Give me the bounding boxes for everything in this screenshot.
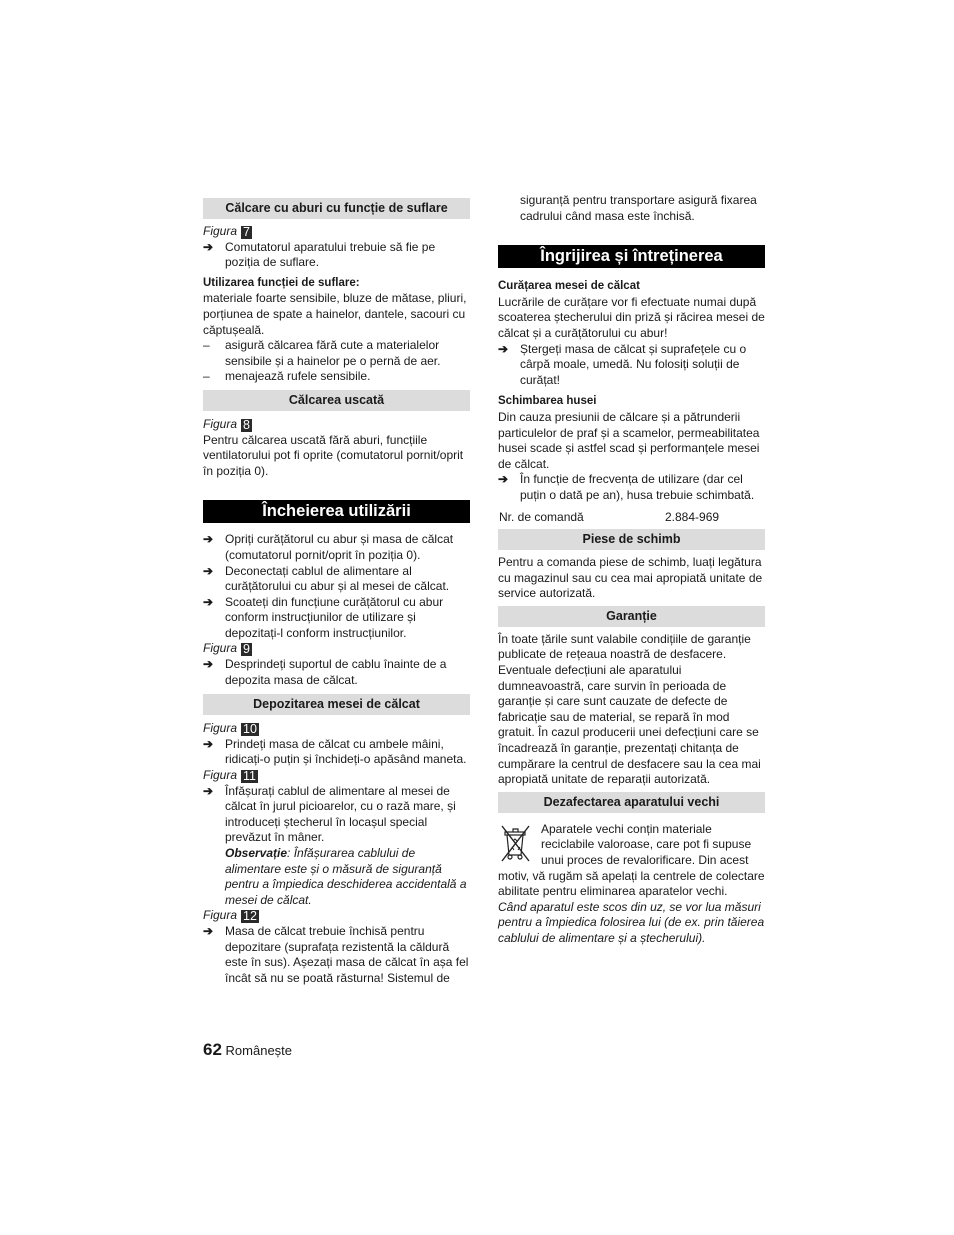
figure-ref: Figura 11 [203,768,256,784]
order-number-value: 2.884-969 [665,509,720,524]
paragraph: Pentru călcarea uscată fără aburi, funcțiile ventilatorului pot fi oprite (comutatorul pornit/oprit în poziția 0). [203,432,464,478]
figure-number: 7 [243,225,250,239]
section-title-spare-parts: Piese de schimb [498,529,765,550]
arrow-icon: ➔ [203,783,214,798]
right-column [498,0,765,947]
section-title-steam-ironing: Călcare cu aburi cu funcție de suflare [203,198,470,219]
figure-number: 10 [243,722,257,737]
page-number: 62 [203,1040,222,1059]
left-column [203,0,470,986]
figure-ref: Figura 7 [203,224,250,239]
bullet-item: ➔ În funcție de frecvența de utilizare (dar cel puțin o dată pe an), husa trebuie schimbată. [498,472,755,502]
figure-number: 11 [243,769,256,784]
figure-number: 8 [243,417,250,432]
figure-number: 12 [243,909,257,924]
bullet-item: ➔ Prindeți masa de călcat cu ambele mâini, ridicați-o puțin și închideți-o apăsând maneta. [203,736,467,767]
bullet-item: ➔ Desprindeți suportul de cablu înainte de a depozita masa de călcat. [203,657,447,687]
subheading-cover-change: Schimbarea husei [498,395,597,408]
arrow-icon: ➔ [203,923,214,938]
bullet-item: ➔ Scoateți din funcțiune curățătorul cu abur conform instrucțiunilor de utilizare și depozitați-l conform instrucțiunilor. [203,594,444,640]
dash-item: – menajează rufele sensibile. [203,369,371,384]
paragraph: Lucrările de curățare vor fi efectuate numai după scoaterea ștecherului din priză și răcirea mesei de călcat și a curățătorului cu abur! [498,294,765,340]
arrow-icon: ➔ [498,341,509,356]
figure-number: 9 [243,642,250,657]
subheading-blowing-function: Utilizarea funcției de suflare: [203,276,360,289]
section-title-disposal: Dezafectarea aparatului vechi [498,792,765,813]
paragraph: materiale foarte sensibile, bluze de mătase, pliuri, porțiunea de spate a hainelor, dantele, sacouri cu căptușeală. [203,291,467,337]
figure-ref: Figura 9 [203,641,250,657]
figure-ref: Figura 12 [203,908,257,924]
crossed-out-wheelie-bin-icon [499,823,533,863]
paragraph: Din cauza presiunii de călcare și a pătrunderii particulelor de praf și a scamelor, permeabilitatea husei scade și astfel scad și performanțele mesei de călcat. [498,409,760,471]
figure-ref: Figura 10 [203,721,257,737]
section-title-storage: Depozitarea mesei de călcat [203,694,470,715]
figure-ref: Figura 8 [203,416,250,432]
language-label: Românește [225,1043,293,1058]
paragraph-italic: Când aparatul este scos din uz, se vor lua măsuri pentru a împiedica folosirea lui (de ex. prin tăierea cablului de alimentare și a ștecherului). [498,899,765,945]
arrow-icon: ➔ [203,657,214,672]
paragraph: Aparatele vechi conțin materiale reciclabile valoroase, care pot fi supuse unui proces de revalorificare. Din acest motiv, vă rugăm să apelați la centrele de colectare abilitate pentru eliminarea aparatelor vechi. [498,821,765,899]
bullet-item: ➔ Ștergeți masa de călcat și suprafețele cu o cârpă moale, umedă. Nu folosiți soluții de curățat! [498,341,747,387]
note: Observație: Înfășurarea cablului de alimentare este și o măsură de siguranță pentru a împiedica deschiderea accidentală a mesei de călcat. [225,846,467,907]
arrow-icon: ➔ [203,532,214,547]
note-label: Observație [225,846,288,860]
bullet-item: ➔ Comutatorul aparatului trebuie să fie pe poziția de suflare. [203,239,436,270]
arrow-icon: ➔ [498,472,509,487]
arrow-icon: ➔ [203,563,214,578]
chapter-title-end-of-use: Încheierea utilizării [203,500,470,523]
bullet-item: ➔ Deconectați cablul de alimentare al curățătorului cu abur și al mesei de călcat. [203,563,450,594]
paragraph-continued: siguranță pentru transportare asigură fixarea cadrului când masa este închisă. [520,193,757,223]
arrow-icon: ➔ [203,736,214,751]
page-footer [203,1040,292,1060]
bullet-item: ➔ Masa de călcat trebuie închisă pentru depozitare (suprafața rezistentă la căldură este în sus). Așezați masa de călcat în așa fel încât să nu se poată răsturna! Sistemul de [203,923,469,985]
section-title-warranty: Garanție [498,606,765,627]
order-number-label: Nr. de comandă [499,509,584,524]
order-number-row [498,510,765,526]
paragraph: Pentru a comanda piese de schimb, luați legătura cu magazinul sau cu cea mai apropiată unitate de service autorizată. [498,555,763,601]
arrow-icon: ➔ [203,594,214,609]
bullet-item: ➔ Înfășurați cablul de alimentare al mesei de călcat în jurul picioarelor, cu o rază mare, și introduceți ștecherul în locașul special prevăzut în mâner. [203,783,456,845]
section-title-dry-ironing: Călcarea uscată [203,390,470,411]
subheading-cleaning: Curățarea mesei de călcat [498,280,640,293]
dash-item: – asigură călcarea fără cute a materialelor sensibile și a hainelor pe o pernă de aer. [203,338,441,368]
arrow-icon: ➔ [203,239,214,254]
chapter-title-care-maintenance: Îngrijirea și întreținerea [498,245,765,268]
disposal-block [498,822,765,900]
paragraph: În toate țările sunt valabile condițiile de garanție publicate de rețeaua noastră de desfacere. Eventuale defecțiuni ale aparatului dumneavoastră, care survin în perioada de garanție și care sunt cauzate de defecte de fabricație sau de material, se repară în mod gratuit. În cazul producerii unei defecțiuni care se încadrează în garanție, prezentați chitanța de cumpărare la centrul de desfacere sau la cea mai apropiată unitate de reparații autorizată. [498,631,761,787]
bullet-item: ➔ Opriți curățătorul cu abur și masa de călcat (comutatorul pornit/oprit în poziția 0). [203,532,454,562]
